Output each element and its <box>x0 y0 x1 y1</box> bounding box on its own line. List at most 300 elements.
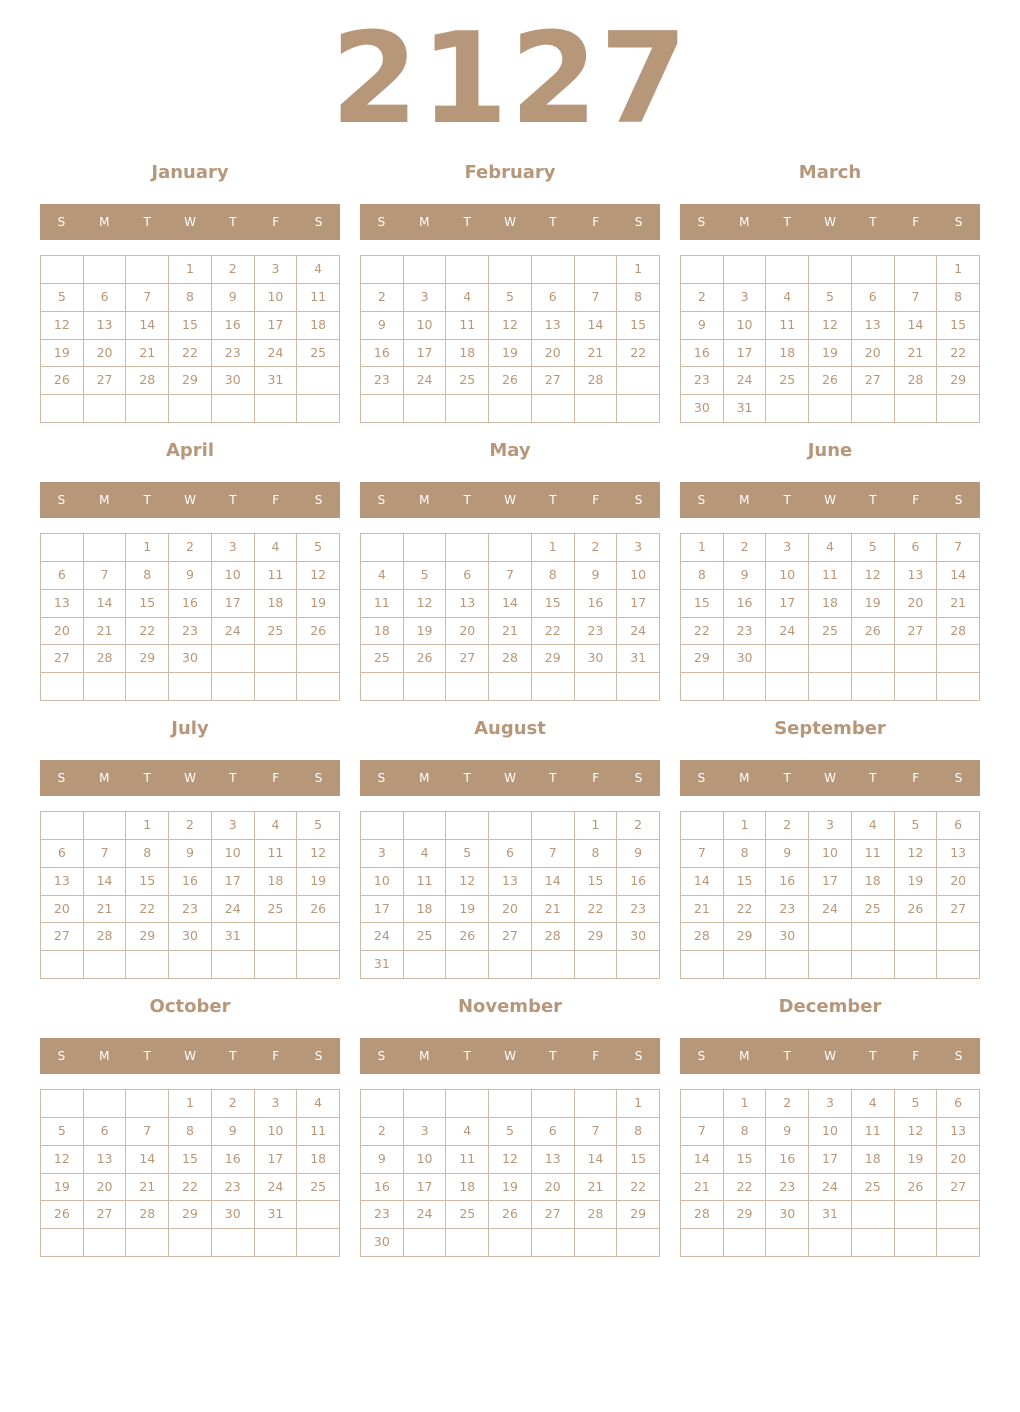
day-cell[interactable]: 15 <box>617 1146 660 1174</box>
day-cell[interactable]: 23 <box>617 896 660 924</box>
day-cell[interactable]: 25 <box>852 1174 895 1202</box>
day-cell[interactable]: 16 <box>212 312 255 340</box>
day-cell[interactable]: 10 <box>617 562 660 590</box>
day-cell[interactable]: 14 <box>84 868 127 896</box>
day-cell[interactable]: 23 <box>212 1174 255 1202</box>
day-cell[interactable]: 2 <box>724 534 767 562</box>
day-cell[interactable]: 11 <box>852 840 895 868</box>
day-cell[interactable]: 3 <box>809 1090 852 1118</box>
day-cell[interactable]: 12 <box>895 840 938 868</box>
day-cell[interactable]: 19 <box>41 1174 84 1202</box>
day-cell[interactable]: 10 <box>766 562 809 590</box>
day-cell[interactable]: 7 <box>532 840 575 868</box>
day-cell[interactable]: 9 <box>169 840 212 868</box>
day-cell[interactable]: 5 <box>446 840 489 868</box>
day-cell[interactable]: 13 <box>532 1146 575 1174</box>
day-cell[interactable]: 28 <box>575 367 618 395</box>
day-cell[interactable]: 21 <box>489 618 532 646</box>
day-cell[interactable]: 8 <box>169 284 212 312</box>
day-cell[interactable]: 3 <box>255 1090 298 1118</box>
day-cell[interactable]: 6 <box>937 812 980 840</box>
day-cell[interactable]: 17 <box>212 590 255 618</box>
day-cell[interactable]: 29 <box>126 923 169 951</box>
day-cell[interactable]: 9 <box>361 1146 404 1174</box>
day-cell[interactable]: 26 <box>41 1201 84 1229</box>
day-cell[interactable]: 26 <box>895 1174 938 1202</box>
day-cell[interactable]: 4 <box>361 562 404 590</box>
day-cell[interactable]: 12 <box>489 1146 532 1174</box>
day-cell[interactable]: 7 <box>126 284 169 312</box>
day-cell[interactable]: 7 <box>489 562 532 590</box>
day-cell[interactable]: 20 <box>41 618 84 646</box>
day-cell[interactable]: 21 <box>532 896 575 924</box>
day-cell[interactable]: 12 <box>446 868 489 896</box>
day-cell[interactable]: 2 <box>617 812 660 840</box>
day-cell[interactable]: 8 <box>937 284 980 312</box>
day-cell[interactable]: 4 <box>446 284 489 312</box>
day-cell[interactable]: 15 <box>169 312 212 340</box>
day-cell[interactable]: 4 <box>852 812 895 840</box>
day-cell[interactable]: 31 <box>361 951 404 979</box>
day-cell[interactable]: 11 <box>297 1118 340 1146</box>
day-cell[interactable]: 17 <box>766 590 809 618</box>
day-cell[interactable]: 3 <box>212 812 255 840</box>
day-cell[interactable]: 29 <box>724 1201 767 1229</box>
day-cell[interactable]: 9 <box>724 562 767 590</box>
day-cell[interactable]: 27 <box>895 618 938 646</box>
day-cell[interactable]: 22 <box>169 1174 212 1202</box>
day-cell[interactable]: 28 <box>681 1201 724 1229</box>
day-cell[interactable]: 16 <box>681 340 724 368</box>
day-cell[interactable]: 25 <box>446 367 489 395</box>
day-cell[interactable]: 28 <box>126 1201 169 1229</box>
day-cell[interactable]: 28 <box>575 1201 618 1229</box>
day-cell[interactable]: 21 <box>84 896 127 924</box>
day-cell[interactable]: 24 <box>404 1201 447 1229</box>
day-cell[interactable]: 24 <box>212 618 255 646</box>
day-cell[interactable]: 14 <box>681 868 724 896</box>
day-cell[interactable]: 26 <box>852 618 895 646</box>
day-cell[interactable]: 24 <box>809 1174 852 1202</box>
day-cell[interactable]: 12 <box>41 1146 84 1174</box>
day-cell[interactable]: 4 <box>297 256 340 284</box>
day-cell[interactable]: 11 <box>852 1118 895 1146</box>
day-cell[interactable]: 25 <box>297 1174 340 1202</box>
day-cell[interactable]: 14 <box>532 868 575 896</box>
day-cell[interactable]: 6 <box>446 562 489 590</box>
day-cell[interactable]: 2 <box>212 256 255 284</box>
day-cell[interactable]: 14 <box>937 562 980 590</box>
day-cell[interactable]: 23 <box>766 896 809 924</box>
day-cell[interactable]: 9 <box>681 312 724 340</box>
day-cell[interactable]: 4 <box>255 534 298 562</box>
day-cell[interactable]: 27 <box>84 1201 127 1229</box>
day-cell[interactable]: 24 <box>361 923 404 951</box>
day-cell[interactable]: 30 <box>212 367 255 395</box>
day-cell[interactable]: 10 <box>809 1118 852 1146</box>
day-cell[interactable]: 19 <box>852 590 895 618</box>
day-cell[interactable]: 30 <box>212 1201 255 1229</box>
day-cell[interactable]: 12 <box>297 562 340 590</box>
day-cell[interactable]: 11 <box>255 840 298 868</box>
day-cell[interactable]: 20 <box>446 618 489 646</box>
day-cell[interactable]: 7 <box>84 562 127 590</box>
day-cell[interactable]: 8 <box>126 562 169 590</box>
day-cell[interactable]: 26 <box>41 367 84 395</box>
day-cell[interactable]: 6 <box>41 562 84 590</box>
day-cell[interactable]: 31 <box>809 1201 852 1229</box>
day-cell[interactable]: 30 <box>169 645 212 673</box>
day-cell[interactable]: 24 <box>255 340 298 368</box>
day-cell[interactable]: 28 <box>532 923 575 951</box>
day-cell[interactable]: 23 <box>681 367 724 395</box>
day-cell[interactable]: 14 <box>575 312 618 340</box>
day-cell[interactable]: 21 <box>126 340 169 368</box>
day-cell[interactable]: 16 <box>766 868 809 896</box>
day-cell[interactable]: 22 <box>617 1174 660 1202</box>
day-cell[interactable]: 6 <box>84 284 127 312</box>
day-cell[interactable]: 2 <box>681 284 724 312</box>
day-cell[interactable]: 20 <box>937 868 980 896</box>
day-cell[interactable]: 24 <box>255 1174 298 1202</box>
day-cell[interactable]: 22 <box>532 618 575 646</box>
day-cell[interactable]: 14 <box>84 590 127 618</box>
day-cell[interactable]: 2 <box>169 812 212 840</box>
day-cell[interactable]: 14 <box>126 312 169 340</box>
day-cell[interactable]: 12 <box>852 562 895 590</box>
day-cell[interactable]: 17 <box>809 1146 852 1174</box>
day-cell[interactable]: 24 <box>212 896 255 924</box>
day-cell[interactable]: 20 <box>937 1146 980 1174</box>
day-cell[interactable]: 30 <box>681 395 724 423</box>
day-cell[interactable]: 18 <box>255 590 298 618</box>
day-cell[interactable]: 11 <box>809 562 852 590</box>
day-cell[interactable]: 29 <box>575 923 618 951</box>
day-cell[interactable]: 11 <box>404 868 447 896</box>
day-cell[interactable]: 6 <box>84 1118 127 1146</box>
day-cell[interactable]: 27 <box>489 923 532 951</box>
day-cell[interactable]: 27 <box>532 1201 575 1229</box>
day-cell[interactable]: 27 <box>532 367 575 395</box>
day-cell[interactable]: 27 <box>852 367 895 395</box>
day-cell[interactable]: 30 <box>766 923 809 951</box>
day-cell[interactable]: 10 <box>212 840 255 868</box>
day-cell[interactable]: 10 <box>361 868 404 896</box>
day-cell[interactable]: 19 <box>41 340 84 368</box>
day-cell[interactable]: 19 <box>895 868 938 896</box>
day-cell[interactable]: 9 <box>212 1118 255 1146</box>
day-cell[interactable]: 7 <box>575 284 618 312</box>
day-cell[interactable]: 1 <box>617 1090 660 1118</box>
day-cell[interactable]: 26 <box>297 896 340 924</box>
day-cell[interactable]: 21 <box>84 618 127 646</box>
day-cell[interactable]: 28 <box>84 645 127 673</box>
day-cell[interactable]: 22 <box>126 618 169 646</box>
day-cell[interactable]: 3 <box>404 1118 447 1146</box>
day-cell[interactable]: 30 <box>361 1229 404 1257</box>
day-cell[interactable]: 8 <box>126 840 169 868</box>
day-cell[interactable]: 4 <box>404 840 447 868</box>
day-cell[interactable]: 15 <box>617 312 660 340</box>
day-cell[interactable]: 11 <box>446 1146 489 1174</box>
day-cell[interactable]: 14 <box>489 590 532 618</box>
day-cell[interactable]: 4 <box>255 812 298 840</box>
day-cell[interactable]: 11 <box>297 284 340 312</box>
day-cell[interactable]: 31 <box>255 367 298 395</box>
day-cell[interactable]: 22 <box>575 896 618 924</box>
day-cell[interactable]: 23 <box>212 340 255 368</box>
day-cell[interactable]: 26 <box>446 923 489 951</box>
day-cell[interactable]: 21 <box>575 1174 618 1202</box>
day-cell[interactable]: 29 <box>681 645 724 673</box>
day-cell[interactable]: 10 <box>404 312 447 340</box>
day-cell[interactable]: 11 <box>361 590 404 618</box>
day-cell[interactable]: 21 <box>681 896 724 924</box>
day-cell[interactable]: 17 <box>255 312 298 340</box>
day-cell[interactable]: 3 <box>809 812 852 840</box>
day-cell[interactable]: 2 <box>212 1090 255 1118</box>
day-cell[interactable]: 16 <box>361 1174 404 1202</box>
day-cell[interactable]: 15 <box>724 1146 767 1174</box>
day-cell[interactable]: 22 <box>617 340 660 368</box>
day-cell[interactable]: 12 <box>809 312 852 340</box>
day-cell[interactable]: 1 <box>724 1090 767 1118</box>
day-cell[interactable]: 20 <box>489 896 532 924</box>
day-cell[interactable]: 1 <box>169 256 212 284</box>
day-cell[interactable]: 8 <box>724 1118 767 1146</box>
day-cell[interactable]: 17 <box>617 590 660 618</box>
day-cell[interactable]: 2 <box>361 284 404 312</box>
day-cell[interactable]: 15 <box>724 868 767 896</box>
day-cell[interactable]: 3 <box>361 840 404 868</box>
day-cell[interactable]: 8 <box>681 562 724 590</box>
day-cell[interactable]: 9 <box>212 284 255 312</box>
day-cell[interactable]: 23 <box>766 1174 809 1202</box>
day-cell[interactable]: 25 <box>446 1201 489 1229</box>
day-cell[interactable]: 25 <box>361 645 404 673</box>
day-cell[interactable]: 23 <box>361 367 404 395</box>
day-cell[interactable]: 10 <box>255 284 298 312</box>
day-cell[interactable]: 25 <box>255 618 298 646</box>
day-cell[interactable]: 15 <box>532 590 575 618</box>
day-cell[interactable]: 30 <box>617 923 660 951</box>
day-cell[interactable]: 13 <box>895 562 938 590</box>
day-cell[interactable]: 23 <box>361 1201 404 1229</box>
day-cell[interactable]: 21 <box>126 1174 169 1202</box>
day-cell[interactable]: 5 <box>404 562 447 590</box>
day-cell[interactable]: 18 <box>297 312 340 340</box>
day-cell[interactable]: 12 <box>404 590 447 618</box>
day-cell[interactable]: 3 <box>724 284 767 312</box>
day-cell[interactable]: 15 <box>681 590 724 618</box>
day-cell[interactable]: 5 <box>41 284 84 312</box>
day-cell[interactable]: 8 <box>169 1118 212 1146</box>
day-cell[interactable]: 24 <box>617 618 660 646</box>
day-cell[interactable]: 7 <box>126 1118 169 1146</box>
day-cell[interactable]: 14 <box>126 1146 169 1174</box>
day-cell[interactable]: 18 <box>297 1146 340 1174</box>
day-cell[interactable]: 26 <box>297 618 340 646</box>
day-cell[interactable]: 29 <box>169 367 212 395</box>
day-cell[interactable]: 17 <box>361 896 404 924</box>
day-cell[interactable]: 28 <box>681 923 724 951</box>
day-cell[interactable]: 2 <box>361 1118 404 1146</box>
day-cell[interactable]: 15 <box>126 590 169 618</box>
day-cell[interactable]: 13 <box>532 312 575 340</box>
day-cell[interactable]: 28 <box>895 367 938 395</box>
day-cell[interactable]: 12 <box>895 1118 938 1146</box>
day-cell[interactable]: 19 <box>489 340 532 368</box>
day-cell[interactable]: 29 <box>169 1201 212 1229</box>
day-cell[interactable]: 5 <box>297 534 340 562</box>
day-cell[interactable]: 8 <box>532 562 575 590</box>
day-cell[interactable]: 1 <box>575 812 618 840</box>
day-cell[interactable]: 28 <box>84 923 127 951</box>
day-cell[interactable]: 1 <box>617 256 660 284</box>
day-cell[interactable]: 19 <box>489 1174 532 1202</box>
day-cell[interactable]: 6 <box>895 534 938 562</box>
day-cell[interactable]: 18 <box>809 590 852 618</box>
day-cell[interactable]: 30 <box>724 645 767 673</box>
day-cell[interactable]: 30 <box>169 923 212 951</box>
day-cell[interactable]: 6 <box>532 1118 575 1146</box>
day-cell[interactable]: 5 <box>895 1090 938 1118</box>
day-cell[interactable]: 14 <box>681 1146 724 1174</box>
day-cell[interactable]: 27 <box>937 1174 980 1202</box>
day-cell[interactable]: 8 <box>617 1118 660 1146</box>
day-cell[interactable]: 24 <box>766 618 809 646</box>
day-cell[interactable]: 20 <box>852 340 895 368</box>
day-cell[interactable]: 2 <box>766 812 809 840</box>
day-cell[interactable]: 26 <box>404 645 447 673</box>
day-cell[interactable]: 22 <box>126 896 169 924</box>
day-cell[interactable]: 24 <box>809 896 852 924</box>
day-cell[interactable]: 31 <box>724 395 767 423</box>
day-cell[interactable]: 29 <box>937 367 980 395</box>
day-cell[interactable]: 5 <box>895 812 938 840</box>
day-cell[interactable]: 8 <box>724 840 767 868</box>
day-cell[interactable]: 25 <box>852 896 895 924</box>
day-cell[interactable]: 28 <box>126 367 169 395</box>
day-cell[interactable]: 17 <box>809 868 852 896</box>
day-cell[interactable]: 15 <box>126 868 169 896</box>
day-cell[interactable]: 4 <box>852 1090 895 1118</box>
day-cell[interactable]: 2 <box>575 534 618 562</box>
day-cell[interactable]: 18 <box>255 868 298 896</box>
day-cell[interactable]: 13 <box>489 868 532 896</box>
day-cell[interactable]: 5 <box>852 534 895 562</box>
day-cell[interactable]: 16 <box>169 868 212 896</box>
day-cell[interactable]: 12 <box>489 312 532 340</box>
day-cell[interactable]: 6 <box>489 840 532 868</box>
day-cell[interactable]: 10 <box>809 840 852 868</box>
day-cell[interactable]: 17 <box>212 868 255 896</box>
day-cell[interactable]: 30 <box>766 1201 809 1229</box>
day-cell[interactable]: 28 <box>489 645 532 673</box>
day-cell[interactable]: 2 <box>169 534 212 562</box>
day-cell[interactable]: 4 <box>446 1118 489 1146</box>
day-cell[interactable]: 9 <box>766 840 809 868</box>
day-cell[interactable]: 17 <box>404 1174 447 1202</box>
day-cell[interactable]: 7 <box>575 1118 618 1146</box>
day-cell[interactable]: 1 <box>126 812 169 840</box>
day-cell[interactable]: 30 <box>575 645 618 673</box>
day-cell[interactable]: 5 <box>489 1118 532 1146</box>
day-cell[interactable]: 15 <box>575 868 618 896</box>
day-cell[interactable]: 7 <box>84 840 127 868</box>
day-cell[interactable]: 14 <box>895 312 938 340</box>
day-cell[interactable]: 19 <box>895 1146 938 1174</box>
day-cell[interactable]: 13 <box>937 1118 980 1146</box>
day-cell[interactable]: 4 <box>297 1090 340 1118</box>
day-cell[interactable]: 31 <box>255 1201 298 1229</box>
day-cell[interactable]: 29 <box>126 645 169 673</box>
day-cell[interactable]: 3 <box>255 256 298 284</box>
day-cell[interactable]: 12 <box>297 840 340 868</box>
day-cell[interactable]: 16 <box>766 1146 809 1174</box>
day-cell[interactable]: 1 <box>681 534 724 562</box>
day-cell[interactable]: 29 <box>724 923 767 951</box>
day-cell[interactable]: 9 <box>766 1118 809 1146</box>
day-cell[interactable]: 13 <box>937 840 980 868</box>
day-cell[interactable]: 19 <box>297 868 340 896</box>
day-cell[interactable]: 18 <box>446 1174 489 1202</box>
day-cell[interactable]: 26 <box>895 896 938 924</box>
day-cell[interactable]: 9 <box>575 562 618 590</box>
day-cell[interactable]: 6 <box>532 284 575 312</box>
day-cell[interactable]: 19 <box>446 896 489 924</box>
day-cell[interactable]: 24 <box>724 367 767 395</box>
day-cell[interactable]: 4 <box>766 284 809 312</box>
day-cell[interactable]: 20 <box>532 1174 575 1202</box>
day-cell[interactable]: 29 <box>532 645 575 673</box>
day-cell[interactable]: 6 <box>937 1090 980 1118</box>
day-cell[interactable]: 21 <box>575 340 618 368</box>
day-cell[interactable]: 1 <box>169 1090 212 1118</box>
day-cell[interactable]: 25 <box>809 618 852 646</box>
day-cell[interactable]: 7 <box>895 284 938 312</box>
day-cell[interactable]: 1 <box>937 256 980 284</box>
day-cell[interactable]: 23 <box>169 896 212 924</box>
day-cell[interactable]: 18 <box>852 868 895 896</box>
day-cell[interactable]: 17 <box>404 340 447 368</box>
day-cell[interactable]: 16 <box>724 590 767 618</box>
day-cell[interactable]: 7 <box>681 840 724 868</box>
day-cell[interactable]: 3 <box>404 284 447 312</box>
day-cell[interactable]: 3 <box>766 534 809 562</box>
day-cell[interactable]: 13 <box>84 312 127 340</box>
day-cell[interactable]: 18 <box>404 896 447 924</box>
day-cell[interactable]: 13 <box>852 312 895 340</box>
day-cell[interactable]: 26 <box>489 1201 532 1229</box>
day-cell[interactable]: 16 <box>169 590 212 618</box>
day-cell[interactable]: 22 <box>937 340 980 368</box>
day-cell[interactable]: 16 <box>617 868 660 896</box>
day-cell[interactable]: 1 <box>532 534 575 562</box>
day-cell[interactable]: 25 <box>404 923 447 951</box>
day-cell[interactable]: 10 <box>255 1118 298 1146</box>
day-cell[interactable]: 9 <box>617 840 660 868</box>
day-cell[interactable]: 23 <box>575 618 618 646</box>
day-cell[interactable]: 9 <box>361 312 404 340</box>
day-cell[interactable]: 22 <box>169 340 212 368</box>
day-cell[interactable]: 20 <box>84 1174 127 1202</box>
day-cell[interactable]: 23 <box>169 618 212 646</box>
day-cell[interactable]: 19 <box>809 340 852 368</box>
day-cell[interactable]: 6 <box>41 840 84 868</box>
day-cell[interactable]: 20 <box>895 590 938 618</box>
day-cell[interactable]: 10 <box>212 562 255 590</box>
